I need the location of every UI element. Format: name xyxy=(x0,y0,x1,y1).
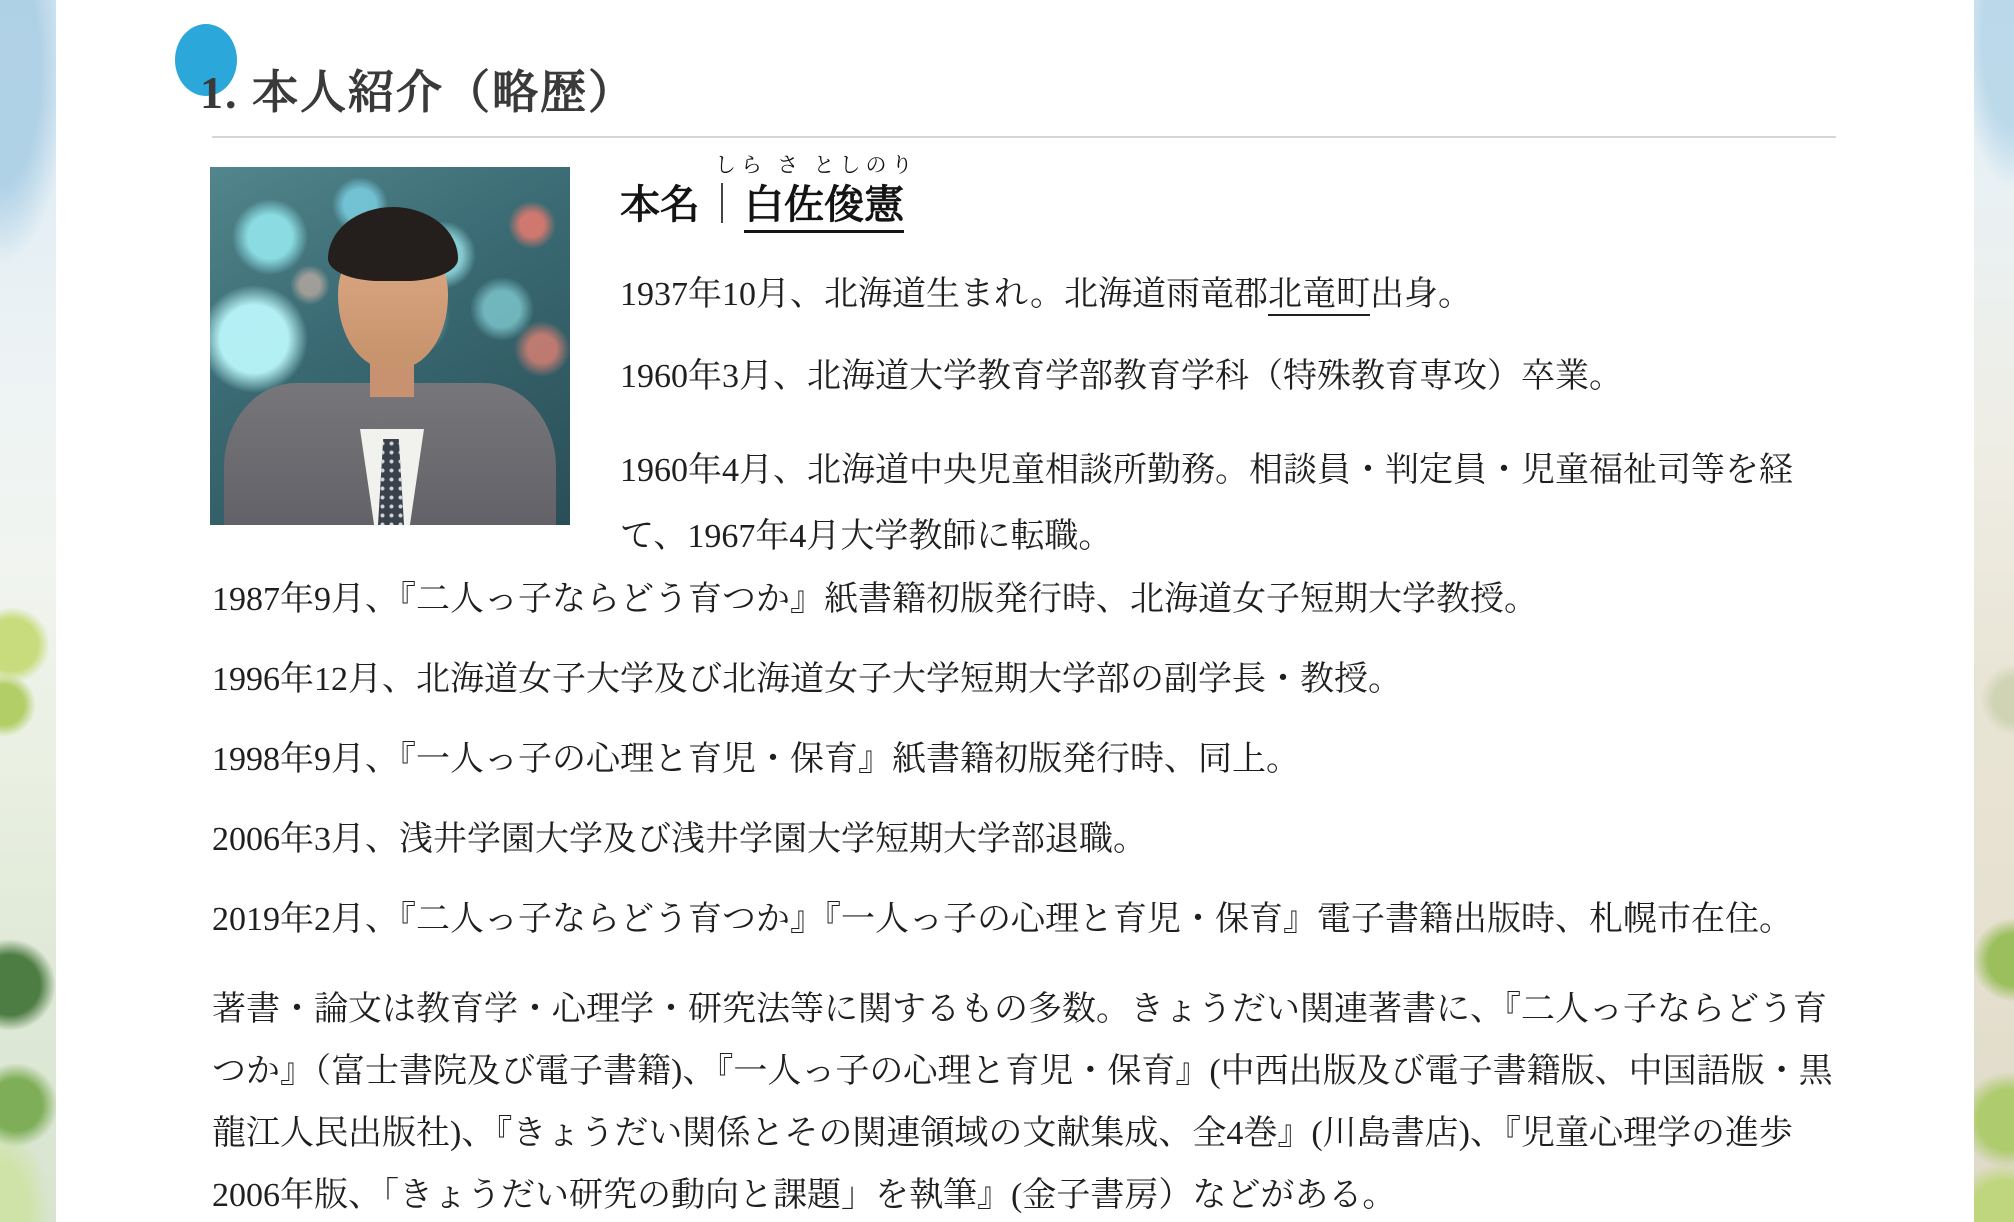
hokuryu-town-link[interactable]: 北竜町 xyxy=(1268,276,1370,316)
real-name-line xyxy=(620,180,1840,230)
birth-text-after: 出身。 xyxy=(1370,276,1473,313)
timeline-item: 2006年3月、浅井学園大学及び浅井学園大学短期大学部退職。 xyxy=(212,821,1147,858)
timeline-item: 1996年12月、北海道女子大学及び北海道女子大学短期大学部の副学長・教授。 xyxy=(212,661,1402,698)
profile-intro-block xyxy=(620,152,1840,570)
publications-paragraph: 著書・論文は教育学・心理学・研究法等に関するもの多数。きょうだい関連著書に、『二人っ子ならどう育つか』（富士書院及び電子書籍)、『一人っ子の心理と育児・保育』(中西出版及び電子書籍版、中国語版・黒龍江人民出版社)、『きょうだい関係とその関連領域の文献集成、全4巻』(川島書店)、『児童心理学の進歩2006年版、「きょうだい研究の動向と課題」を執筆』(金子書房）などがある。 xyxy=(212,991,1833,1214)
author-name-link[interactable]: 白佐俊憲 xyxy=(744,182,904,233)
watercolor-left-border xyxy=(0,0,56,1222)
career-timeline-block xyxy=(212,579,1848,1222)
name-label: 本名 xyxy=(620,182,700,227)
portrait-hair xyxy=(328,207,458,281)
bio-birth-paragraph xyxy=(620,274,1840,316)
birth-text-before: 1937年10月、北海道生まれ。北海道雨竜郡 xyxy=(620,276,1269,313)
bio-education-paragraph: 1960年3月、北海道大学教育学部教育学科（特殊教育専攻）卒業。 xyxy=(620,358,1623,395)
watercolor-right-border xyxy=(1974,0,2014,1222)
portrait-photo xyxy=(210,167,570,525)
name-separator: ｜ xyxy=(702,182,742,227)
timeline-item: 1987年9月、『二人っ子ならどう育つか』紙書籍初版発行時、北海道女子短期大学教授。 xyxy=(212,581,1538,618)
heading-divider xyxy=(212,136,1836,138)
timeline-item: 1998年9月、『一人っ子の心理と育児・保育』紙書籍初版発行時、同上。 xyxy=(212,741,1300,778)
timeline-item: 2019年2月、『二人っ子ならどう育つか』『一人っ子の心理と育児・保育』電子書籍出版時、札幌市在住。 xyxy=(212,901,1793,938)
page-title: 1. 本人紹介（略歴） xyxy=(200,67,636,118)
bio-early-career-paragraph: 1960年4月、北海道中央児童相談所勤務。相談員・判定員・児童福祉司等を経て、1967年4月大学教師に転職。 xyxy=(620,452,1793,555)
name-furigana: しら さ としのり xyxy=(715,153,918,177)
